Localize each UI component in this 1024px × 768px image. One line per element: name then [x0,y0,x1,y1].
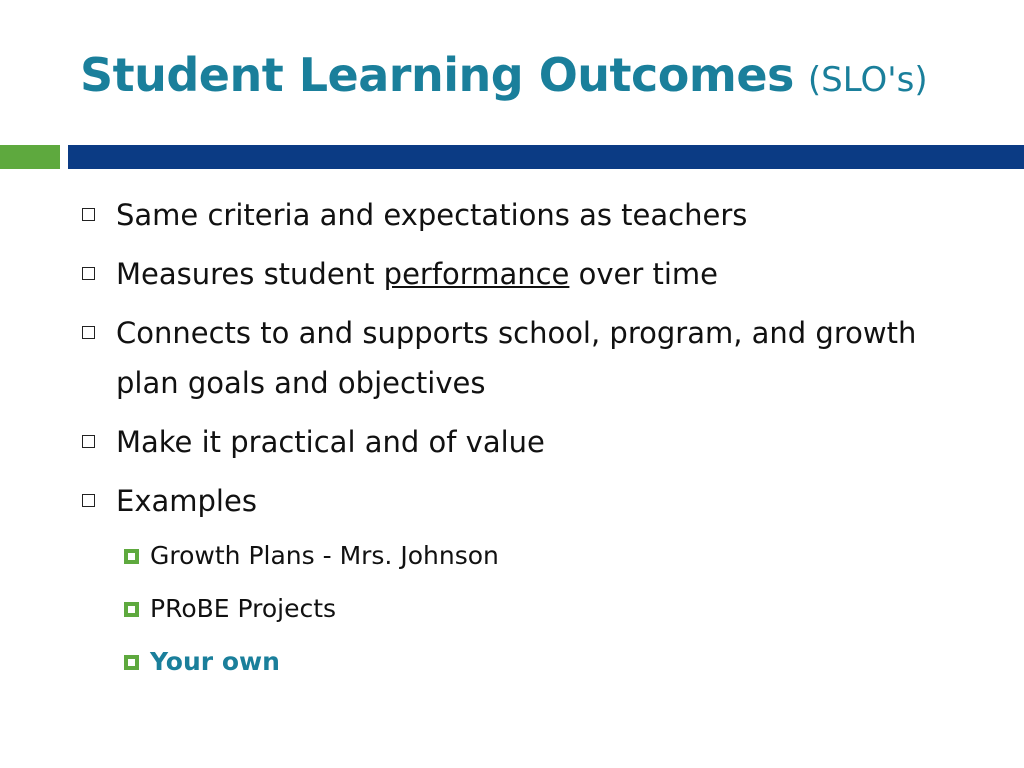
green-square-bullet-icon [124,549,139,564]
green-square-bullet-icon [124,602,139,617]
title-rule-green-accent [0,145,60,169]
bullet-item-examples [82,476,982,526]
slide-title [80,48,928,102]
square-bullet-icon [82,494,95,507]
bullet-item [82,417,982,467]
bullet-text: Connects to and supports school, program, and growth plan goals and objectives [116,316,917,400]
bullet-text: Make it practical and of value [116,425,545,459]
green-square-bullet-icon [124,655,139,670]
title-rule-blue-bar [68,145,1024,169]
sub-bullet-item-highlighted [82,641,982,683]
bullet-text-after: over time [569,257,719,291]
bullet-text: Same criteria and expectations as teachers [116,198,748,232]
sub-bullet-text: Your own [150,647,280,676]
square-bullet-icon [82,326,95,339]
sub-bullet-text: Growth Plans - Mrs. Johnson [150,541,499,570]
square-bullet-icon [82,208,95,221]
bullet-text: Examples [116,484,257,518]
bullet-text-before: Measures student [116,257,384,291]
bullet-item [82,249,982,299]
bullet-list [82,190,982,694]
square-bullet-icon [82,435,95,448]
bullet-text-underlined: performance [383,257,570,291]
slide-title-abbreviation: (SLO's) [807,60,928,100]
bullet-item [82,308,982,408]
sub-bullet-item [82,588,982,630]
slide-title-main: Student Learning Outcomes [80,48,794,102]
bullet-item [82,190,982,240]
square-bullet-icon [82,267,95,280]
sub-bullet-text: PRoBE Projects [150,594,337,623]
sub-bullet-item [82,535,982,577]
